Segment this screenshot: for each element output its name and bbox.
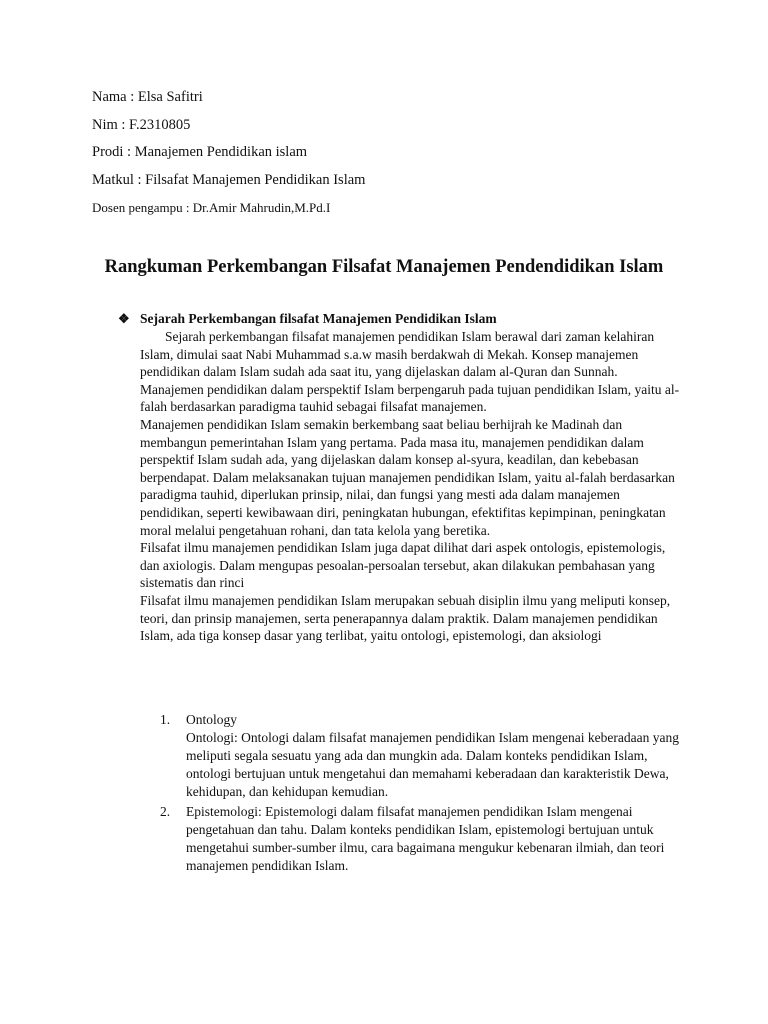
document-title: Rangkuman Perkembangan Filsafat Manajemen Pendendidikan Islam [104,257,664,277]
list-number: 2. [160,804,171,819]
lecturer-name: Dosen pengampu : Dr.Amir Mahrudin,M.Pd.I [92,200,331,215]
paragraph: Filsafat ilmu manajemen pendidikan Islam juga dapat dilihat dari aspek ontologis, epistemologis, dan axiologis. Dalam mengupas pesoalan-persoalan tersebut, akan dilakukan pembahasan yang sistematis dan rinci [140,540,666,591]
numbered-list [160,711,680,877]
section-body [140,328,680,645]
list-item-title: Ontology [186,712,238,727]
student-name: Nama : Elsa Safitri [92,89,203,105]
student-nim: Nim : F.2310805 [92,117,191,133]
course-name: Matkul : Filsafat Manajemen Pendidikan Islam [92,172,366,188]
paragraph: Sejarah perkembangan filsafat manajemen pendidikan Islam berawal dari zaman kelahiran Islam, dimulai saat Nabi Muhammad s.a.w masih berdakwah di Mekah. Konsep manajemen pendidikan dalam Islam sudah ada saat itu, yang dijelaskan dalam al-Quran dan Sunnah. Manajemen pendidikan dalam perspektif Islam berpengaruh pada tujuan pendidikan Islam, yaitu al-falah berdasarkan paradigma tauhid sebagai filsafat manajemen. [140,329,680,415]
list-item [160,803,680,875]
list-item-text: Epistemologi: Epistemologi dalam filsafat manajemen pendidikan Islam mengenai pengetahuan dan tahu. Dalam konteks pendidikan Islam, epistemologi bertujuan untuk mengetahui sumber-sumber ilmu, cara bagaimana mengukur kebenaran ilmiah, dan teori manajemen pendidikan Islam. [186,804,665,873]
diamond-bullet-icon: ❖ [118,311,130,326]
study-program: Prodi : Manajemen Pendidikan islam [92,144,308,160]
paragraph: Manajemen pendidikan Islam semakin berkembang saat beliau berhijrah ke Madinah dan membangun pemerintahan Islam yang pertama. Pada masa itu, manajemen pendidikan dalam perspektif Islam sudah ada, yang dijelaskan dalam konsep al-syura, keadilan, dan kebebasan berpendapat. Dalam melaksanakan tujuan manajemen pendidikan Islam, yaitu al-falah berdasarkan paradigma tauhid, diperlukan prinsip, nilai, dan fungsi yang mesti ada dalam manajemen pendidikan, seperti kewibawaan diri, peningkatan hubungan, efektifitas kepimpinan, peningkatan moral melalui pengetahuan rohani, dan tata kelola yang beretika. [140,416,675,538]
paragraph: Filsafat ilmu manajemen pendidikan Islam merupakan sebuah disiplin ilmu yang meliputi konsep, teori, dan prinsip manajemen, serta penerapannya dalam praktik. Dalam manajemen pendidikan Islam, ada tiga konsep dasar yang terlibat, yaitu ontologi, epistemologi, dan aksiologi [140,592,671,644]
list-number: 1. [160,712,171,727]
list-item [160,711,680,801]
section-heading: Sejarah Perkembangan filsafat Manajemen Pendidikan Islam [140,311,497,326]
section-heading-row [118,310,678,328]
list-item-text: Ontologi: Ontologi dalam filsafat manajemen pendidikan Islam mengenai keberadaan yang meliputi segala sesuatu yang ada dan mungkin ada. Dalam konteks pendidikan Islam, ontologi bertujuan untuk mengetahui dan memahami keberadaan dan karakteristik Dewa, kehidupan, dan kehidupan kemudian. [186,730,679,799]
